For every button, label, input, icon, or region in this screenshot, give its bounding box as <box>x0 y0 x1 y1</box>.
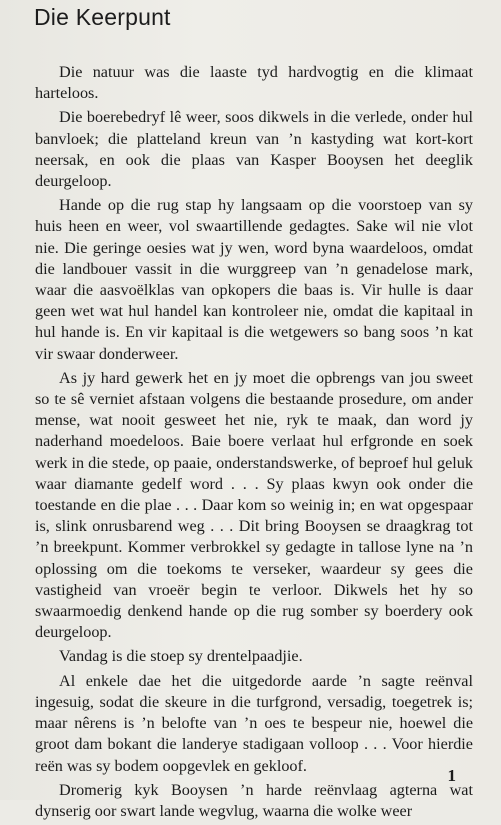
paragraph: Al enkele dae het die uitgedorde aarde ’n sagte reënval ingesuig, sodat die skeure in die turfgrond, versadig, toegetrek is; maar nêrens is ’n belofte van ’n oes te bespeur nie, hoewel die groot dam bokant die landerye stadigaan volloop . . . Voor hierdie reën was sy bodem oopgevlek en gekloof. <box>35 671 473 775</box>
paragraph: Hande op die rug stap hy langsaam op die voorstoep van sy huis heen en weer, vol swaartillende gedagtes. Sake wil nie vlot nie. Die geringe oesies wat jy wen, word byna waardeloos, omdat die landbouer vassit in die wurggreep van ’n genadelose mark, waar die aasvoëlklas van opkopers die baas is. Vir hulle is daar geen wet wat hul handel kan kontroleer nie, omdat die kapitaal in hul hande is. En vir kapitaal is die wetgewers so bang soos ’n kat vir swaar donderweer. <box>35 196 473 363</box>
paragraph: Die boerebedryf lê weer, soos dikwels in die verlede, onder hul banvloek; die platteland kreun van ’n kastyding wat kort-kort neersak, en ook die plaas van Kasper Booysen het deeglik deurgeloop. <box>35 108 473 191</box>
paragraph: As jy hard gewerk het en jy moet die opbrengs van jou sweet so te sê verniet afstaan volgens die bestaande prosedure, om ander mense, wat nooit gesweet het nie, ryk te maak, dan word jy naderhand moedeloos. Baie boere verlaat hul erfgronde en soek werk in die stede, op paaie, onderstandswerke, of beproef hul geluk waar diamante gedelf word . . . Sy plaas kwyn ook onder die toestande en die plae . . . Daar kom so weinig in; en wat opgespaar is, slink onrusbarend weg . . . Dit bring Booysen se draagkrag tot ’n breekpunt. Kommer verbrokkel sy gedagte in tallose lyne na ’n oplossing om die toekoms te verseker, waardeur sy gees die vastigheid van vroeër begin te verloor. Dikwels het hy so swaarmoedig denkend hande op die rug somber sy boerdery ook deurgeloop. <box>35 368 473 642</box>
paragraph: Vandag is die stoep sy drentelpaadjie. <box>59 647 303 666</box>
chapter-title: Die Keerpunt <box>34 4 171 30</box>
paragraph: Dromerig kyk Booysen ’n harde reënvlaag agterna wat dynserig oor swart lande wegvlug, waarna die wolke weer <box>35 780 473 820</box>
body-text <box>35 62 473 825</box>
page-number: 1 <box>447 766 456 785</box>
paragraph: Die natuur was die laaste tyd hardvogtig en die klimaat harteloos. <box>35 63 473 103</box>
